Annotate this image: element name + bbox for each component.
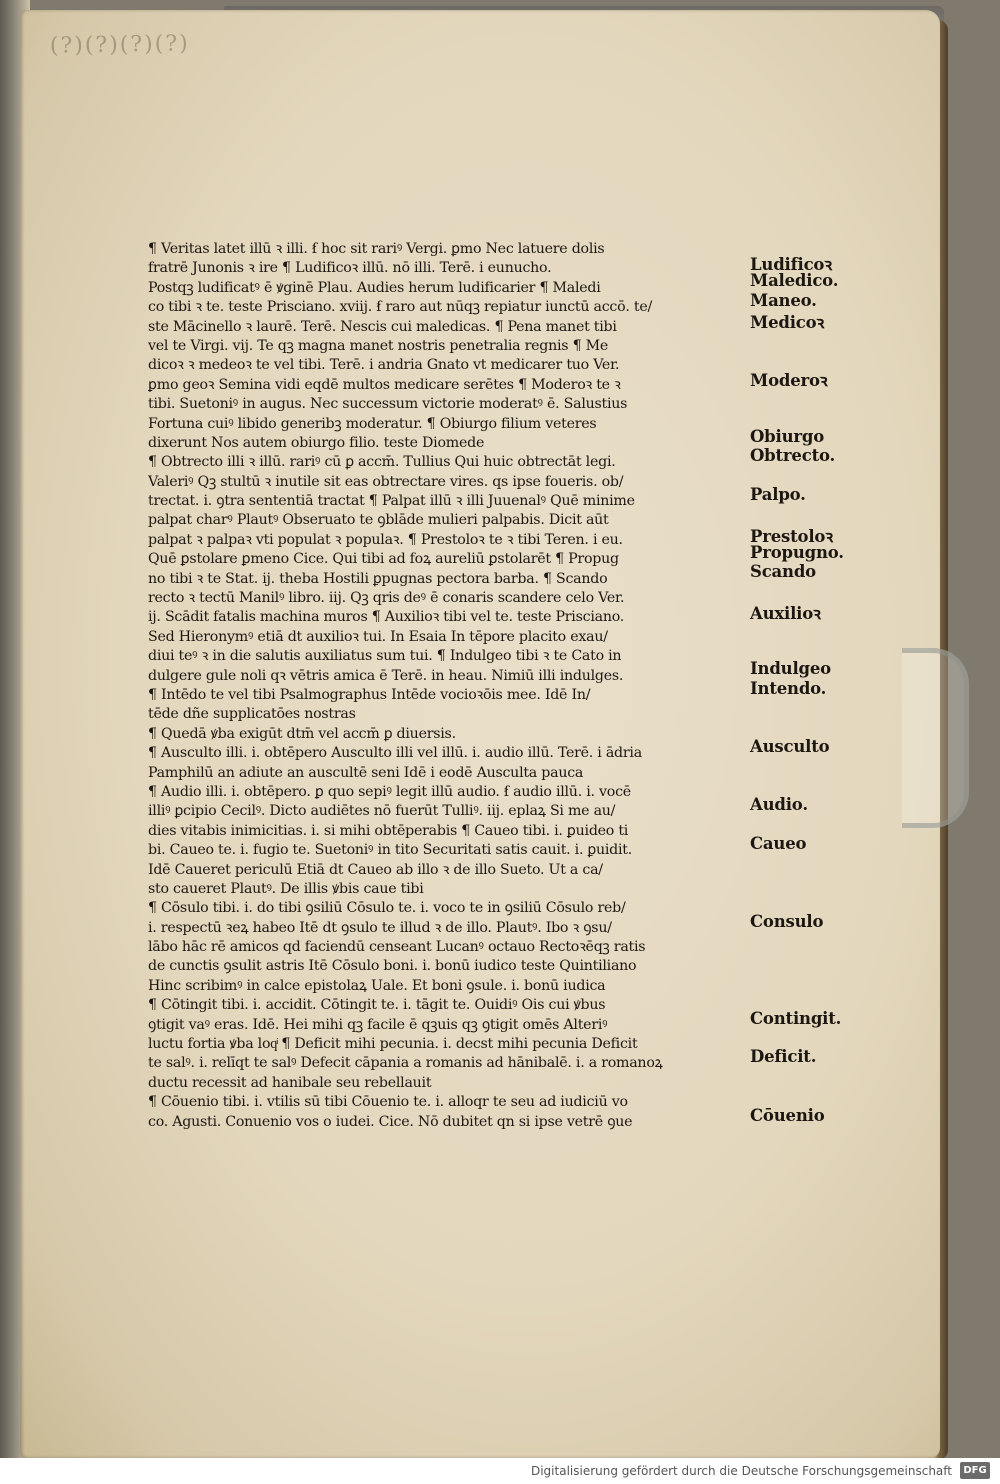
margin-note: Obtrecto. xyxy=(750,446,836,465)
text-line: te salꝰ. i. relīqt te salꝰ Defecit cāpania a romanis ad hānibalē. i. a romanoꝝ xyxy=(148,1055,663,1072)
text-line: tibi. Suetoniꝰ in augus. Nec successum victorie moderatꝰ ē. Salustius xyxy=(148,396,628,413)
margin-note: Maneo. xyxy=(750,290,817,310)
text-line: ste Mācinello ꝛ laurē. Terē. Nescis cui maledicas. ¶ Pena manet tibi xyxy=(148,318,617,335)
text-line: fratrē Junonis ꝛ ire ¶ Ludificoꝛ illū. nō illi. Terē. i eunucho. xyxy=(148,260,552,277)
margin-note: Indulgeo xyxy=(750,659,831,679)
margin-note: Audio. xyxy=(750,795,808,815)
text-line: trectat. i. ꝯtra sententiā tractat ¶ Palpat illū ꝛ illi Juuenalꝰ Quē minime xyxy=(148,493,635,510)
text-line: Postqꝫ ludificatꝰ ē ꝟginē Plau. Audies herum ludificarier ¶ Maledi xyxy=(148,279,601,296)
margin-note: Cōuenio xyxy=(750,1105,825,1125)
text-line: diui teꝰ ꝛ in die salutis auxiliatus sum tui. ¶ Indulgeo tibi ꝛ te Cato in xyxy=(148,648,622,665)
footer-bar xyxy=(0,1458,1000,1484)
margin-note: Auxilioꝛ xyxy=(750,604,821,624)
text-line: ¶ Intēdo te vel tibi Psalmographus Intēde vocioꝛōis mee. Idē In/ xyxy=(148,686,591,703)
margin-note: Deficit. xyxy=(750,1047,817,1067)
footer-credit: Digitalisierung gefördert durch die Deutsche Forschungsgemeinschaft xyxy=(530,1464,952,1478)
text-line: ¶ Obtrecto illi ꝛ illū. rariꝰ cū ꝑ accm̄. Tullius Qui huic obtrectāt legi. xyxy=(148,454,616,471)
paper-clip xyxy=(902,648,969,828)
text-line: tēde dñe supplicatōes nostras xyxy=(148,706,356,723)
text-line: palpat ꝛ palpaꝛ vti populat ꝛ populaꝛ. ¶ Prestoloꝛ te ꝛ tibi Teren. i eu. xyxy=(148,531,623,548)
text-line: ij. Scādit fatalis machina muros ¶ Auxilioꝛ tibi vel te. teste Prisciano. xyxy=(148,609,625,626)
margin-note: Maledico. xyxy=(750,271,839,291)
text-block xyxy=(148,240,748,1132)
text-line: illiꝰ ꝑcipio Cecilꝰ. Dicto audiētes nō fuerūt Tulliꝰ. iij. eplaꝝ Si me au/ xyxy=(148,803,616,820)
text-line: ¶ Cōtingit tibi. i. accidit. Cōtingit te. i. tāgit te. Ouidiꝰ Ois cui ꝟbus xyxy=(148,997,606,1014)
text-line: co tibi ꝛ te. teste Prisciano. xviij. ẜ raro aut nūqꝫ repiatur iunctū accō. te/ xyxy=(148,299,653,316)
text-line: i. respectū ꝛeꝝ habeo Itē dt ꝯsulo te illud ꝛ de illo. Plautꝰ. Ibo ꝛ ꝯsu/ xyxy=(148,919,612,936)
text-line: luctu fortia ꝟba loqͥ ¶ Deficit mihi pecunia. i. decst mihi pecunia Deficit xyxy=(148,1036,638,1053)
page-stamp: (?)(?)(?)(?) xyxy=(49,31,190,59)
text-line: dulgere gule noli qꝛ vētris amica ē Terē. in heau. Nimiū illi indulges. xyxy=(148,667,624,684)
text-line: bi. Caueo te. i. fugio te. Suetoniꝰ in tito Securitati satis cauit. i. ꝑuidit. xyxy=(148,842,632,859)
text-line: Quē ꝑstolare ꝑmeno Cice. Qui tibi ad foꝝ aureliū ꝑstolarēt ¶ Propug xyxy=(148,551,619,568)
text-line: ¶ Cōuenio tibi. i. vtilis sū tibi Cōuenio te. i. alloqr te seu ad iudiciū vo xyxy=(148,1094,628,1111)
text-line: ¶ Cōsulo tibi. i. do tibi ꝯsiliū Cōsulo te. i. voco te in ꝯsiliū Cōsulo reb/ xyxy=(148,900,626,917)
text-line: dies vitabis inimicitias. i. si mihi obtēperabis ¶ Caueo tibi. i. ꝑuideo ti xyxy=(148,822,629,839)
text-line: Sed Hieronymꝰ etiā dt auxilioꝛ tui. In Esaia In tēpore placito exau/ xyxy=(148,628,608,645)
text-line: vel te Virgi. vij. Te qꝫ magna manet nostris penetralia regnis ¶ Me xyxy=(148,337,609,354)
text-line: ¶ Quedā ꝟba exigūt dtm̄ vel accm̄ ꝑ diuersis. xyxy=(148,725,456,742)
text-line: recto ꝛ tectū Manilꝰ libro. iij. Qꝫ qris deꝰ ē conaris scandere celo Ver. xyxy=(148,590,625,607)
text-line: ¶ Audio illi. i. obtēpero. ꝑ quo sepiꝰ legit illū audio. ẜ audio illū. i. vocē xyxy=(148,783,631,800)
text-line: Fortuna cuiꝰ libido generibꝫ moderatur. ¶ Obiurgo filium veteres xyxy=(148,415,597,432)
margin-note: Caueo xyxy=(750,834,807,853)
text-line: no tibi ꝛ te Stat. ij. theba Hostili ꝑpugnas pectora barba. ¶ Scando xyxy=(148,570,608,587)
text-line: Idē Caueret periculū Etiā dt Caueo ab illo ꝛ de illo Sueto. Ut a ca/ xyxy=(148,861,603,878)
text-line: sto caueret Plautꝰ. De illis ꝟbis caue tibi xyxy=(148,880,424,897)
text-line: ꝑmo geoꝛ Semina vidi eqdē multos medicare serētes ¶ Moderoꝛ te ꝛ xyxy=(148,376,621,393)
text-line: ꝯtigit vaꝰ eras. Idē. Hei mihi qꝫ facile ē qꝫuis qꝫ ꝯtigit omēs Alteriꝰ xyxy=(148,1016,608,1033)
text-line: lābo hāc rē amicos qd faciendū censeant Lucanꝰ octauo Rectoꝛēqꝫ ratis xyxy=(148,939,646,956)
text-line: dicoꝛ ꝛ medeoꝛ te vel tibi. Terē. i andria Gnato vt medicarer tuo Ver. xyxy=(148,357,620,374)
text-line: ¶ Ausculto illi. i. obtēpero Ausculto illi vel illū. i. audio illū. Terē. i ādria xyxy=(148,745,642,762)
text-line: Valeriꝰ Qꝫ stultū ꝛ inutile sit eas obtrectare vires. qs ipse foueris. ob/ xyxy=(148,473,624,490)
text-line: de cunctis ꝯsulit astris Itē Cōsulo boni. i. bonū iudico teste Quintiliano xyxy=(148,958,637,975)
margin-note: Ausculto xyxy=(750,737,830,756)
margin-note: Obiurgo xyxy=(750,426,825,446)
margin-note: Ludificoꝛ xyxy=(750,255,832,274)
margin-note: Prestoloꝛ xyxy=(750,526,833,546)
text-line: co. Agusti. Conuenio vos o iudei. Cice. Nō dubitet qn si ipse vetrē ꝯue xyxy=(148,1113,633,1130)
margin-note: Consulo xyxy=(750,911,824,931)
text-line: Pamphilū an adiute an auscultē seni Idē i eodē Ausculta pauca xyxy=(148,764,584,781)
margin-note: Contingit. xyxy=(750,1008,842,1028)
text-line: ¶ Veritas latet illū ꝛ illi. ẜ hoc sit rariꝰ Vergi. ꝑmo Nec latuere dolis xyxy=(148,241,605,257)
text-line: dixerunt Nos autem obiurgo filio. teste Diomede xyxy=(148,434,485,451)
margin-note: Scando xyxy=(750,562,816,582)
margin-note: Palpo. xyxy=(750,484,806,504)
margin-note: Medicoꝛ xyxy=(750,313,825,333)
margin-note: Moderoꝛ xyxy=(750,371,828,391)
text-line: Hinc scribimꝰ in calce epistolaꝝ Uale. Et boni ꝯsule. i. bonū iudica xyxy=(148,977,606,994)
margin-note: Intendo. xyxy=(750,678,827,698)
margin-note: Propugno. xyxy=(750,543,844,562)
text-line: ductu recessit ad hanibale seu rebellauit xyxy=(148,1074,432,1091)
text-line: palpat charꝰ Plautꝰ Obseruato te ꝯblāde mulieri palpabis. Dicit aūt xyxy=(148,512,609,529)
dfg-logo: DFG xyxy=(960,1462,990,1479)
